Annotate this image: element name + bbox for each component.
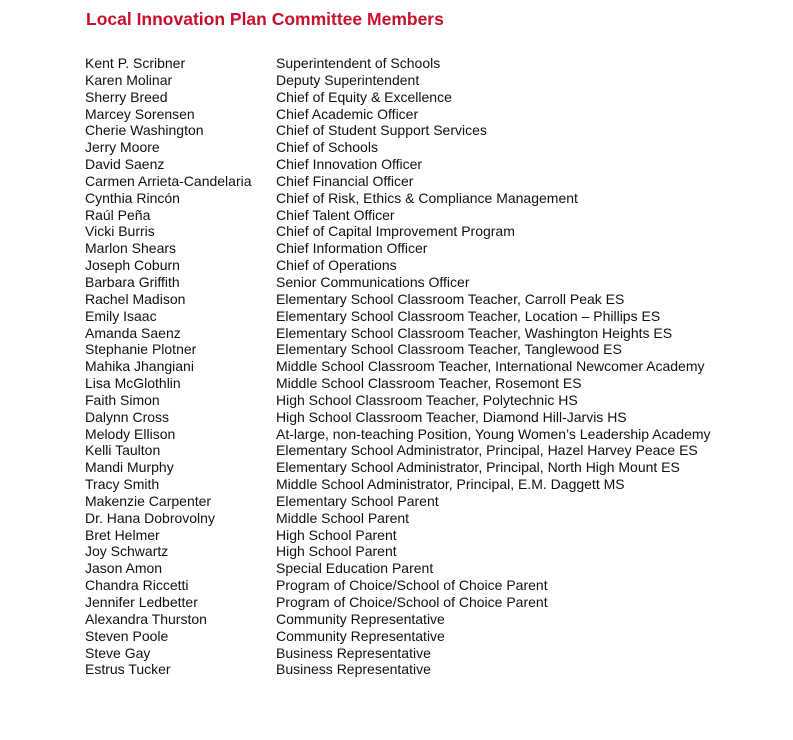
member-name: Bret Helmer [85, 526, 160, 543]
member-row [85, 223, 785, 240]
member-row [85, 493, 785, 510]
member-role: Chief of Student Support Services [276, 122, 487, 139]
member-role: Elementary School Classroom Teacher, Carroll Peak ES [276, 290, 625, 307]
member-row [85, 510, 785, 527]
member-row [85, 139, 785, 156]
member-row [85, 442, 785, 459]
member-row [85, 122, 785, 139]
page-title: Local Innovation Plan Committee Members [86, 9, 444, 29]
member-row [85, 645, 785, 662]
member-name: Steven Poole [85, 627, 169, 644]
member-name: Makenzie Carpenter [85, 492, 212, 509]
member-name: Rachel Madison [85, 290, 186, 307]
member-name: Melody Ellison [85, 425, 176, 442]
member-row [85, 661, 785, 678]
member-name: Jerry Moore [85, 139, 160, 156]
member-row [85, 207, 785, 224]
member-name: Joseph Coburn [85, 257, 180, 274]
member-row [85, 543, 785, 560]
member-name: Cherie Washington [85, 122, 204, 139]
committee-member-list [85, 55, 785, 678]
member-role: Middle School Parent [276, 509, 410, 526]
member-role: At-large, non-teaching Position, Young Women’s Leadership Academy [276, 425, 711, 442]
member-name: Dr. Hana Dobrovolny [85, 509, 215, 526]
member-row [85, 459, 785, 476]
member-role: Elementary School Administrator, Principal, North High Mount ES [276, 459, 680, 476]
member-name: Jennifer Ledbetter [85, 594, 198, 610]
member-role: Elementary School Classroom Teacher, Tanglewood ES [276, 341, 622, 358]
member-name: Steve Gay [85, 644, 151, 661]
member-name: Chandra Riccetti [85, 577, 189, 594]
member-name: Barbara Griffith [85, 273, 180, 290]
member-name: Emily Isaac [85, 307, 157, 324]
member-role: Chief of Equity & Excellence [276, 88, 452, 105]
member-role: Chief of Operations [276, 257, 397, 274]
member-role: Chief Talent Officer [276, 206, 395, 223]
member-name: Marcey Sorensen [85, 105, 195, 122]
member-name: Joy Schwartz [85, 543, 169, 560]
member-row [85, 325, 785, 342]
member-name: Lisa McGlothlin [85, 375, 181, 392]
member-name: Cynthia Rincón [85, 189, 180, 206]
member-name: Raúl Peña [85, 206, 151, 223]
member-row [85, 426, 785, 443]
member-role: Elementary School Parent [276, 492, 439, 509]
member-role: Chief Innovation Officer [276, 156, 423, 173]
member-role: Community Representative [276, 627, 445, 644]
member-role: Middle School Classroom Teacher, Rosemont ES [276, 375, 582, 392]
member-name: Carmen Arrieta-Candelaria [85, 172, 252, 189]
member-role: Program of Choice/School of Choice Parent [276, 577, 548, 594]
member-name: Mandi Murphy [85, 459, 174, 476]
member-name: Tracy Smith [85, 476, 160, 493]
member-row [85, 527, 785, 544]
member-row [85, 274, 785, 291]
member-row [85, 375, 785, 392]
member-name: Faith Simon [85, 391, 160, 408]
member-row [85, 156, 785, 173]
member-role: High School Parent [276, 543, 397, 560]
member-row [85, 341, 785, 358]
member-role: Middle School Administrator, Principal, E.M. Daggett MS [276, 476, 625, 493]
member-row [85, 611, 785, 628]
member-row [85, 392, 785, 409]
member-name: Karen Molinar [85, 71, 173, 88]
member-row [85, 476, 785, 493]
member-name: Stephanie Plotner [85, 341, 197, 358]
member-name: Vicki Burris [85, 223, 155, 240]
member-row [85, 190, 785, 207]
member-role: Program of Choice/School of Choice Parent [276, 594, 548, 610]
member-role: Special Education Parent [276, 560, 434, 577]
member-role: Chief of Capital Improvement Program [276, 223, 515, 240]
member-row [85, 291, 785, 308]
member-role: Elementary School Classroom Teacher, Location – Phillips ES [276, 307, 661, 324]
member-row [85, 72, 785, 89]
member-row [85, 560, 785, 577]
member-row [85, 89, 785, 106]
member-name: Alexandra Thurston [85, 610, 207, 627]
member-role: Business Representative [276, 644, 431, 661]
member-row [85, 308, 785, 325]
member-role: Elementary School Classroom Teacher, Washington Heights ES [276, 324, 673, 341]
member-role: Elementary School Administrator, Principal, Hazel Harvey Peace ES [276, 442, 698, 459]
member-row [85, 628, 785, 645]
member-name: Dalynn Cross [85, 408, 170, 425]
member-role: Senior Communications Officer [276, 273, 470, 290]
member-name: David Saenz [85, 156, 165, 173]
member-name: Kent P. Scribner [85, 55, 186, 71]
member-role: Chief of Schools [276, 139, 378, 156]
member-name: Jason Amon [85, 560, 163, 577]
member-row [85, 409, 785, 426]
member-role: Superintendent of Schools [276, 55, 441, 71]
member-row [85, 594, 785, 611]
member-row [85, 240, 785, 257]
member-name: Marlon Shears [85, 240, 177, 257]
member-role: Business Representative [276, 661, 431, 678]
member-role: Chief Financial Officer [276, 172, 414, 189]
member-role: Chief of Risk, Ethics & Compliance Management [276, 189, 578, 206]
member-role: Community Representative [276, 610, 445, 627]
member-row [85, 577, 785, 594]
member-row [85, 55, 785, 72]
member-name: Mahika Jhangiani [85, 358, 194, 375]
member-row [85, 106, 785, 123]
member-role: High School Parent [276, 526, 397, 543]
member-role: Deputy Superintendent [276, 71, 420, 88]
member-row [85, 358, 785, 375]
member-name: Amanda Saenz [85, 324, 181, 341]
member-role: Chief Academic Officer [276, 105, 419, 122]
member-name: Kelli Taulton [85, 442, 161, 459]
member-row [85, 173, 785, 190]
member-role: High School Classroom Teacher, Diamond Hill-Jarvis HS [276, 408, 627, 425]
member-role: Middle School Classroom Teacher, International Newcomer Academy [276, 358, 705, 375]
member-name: Estrus Tucker [85, 661, 171, 678]
member-role: Chief Information Officer [276, 240, 428, 257]
member-row [85, 257, 785, 274]
member-role: High School Classroom Teacher, Polytechnic HS [276, 391, 578, 408]
member-name: Sherry Breed [85, 88, 168, 105]
